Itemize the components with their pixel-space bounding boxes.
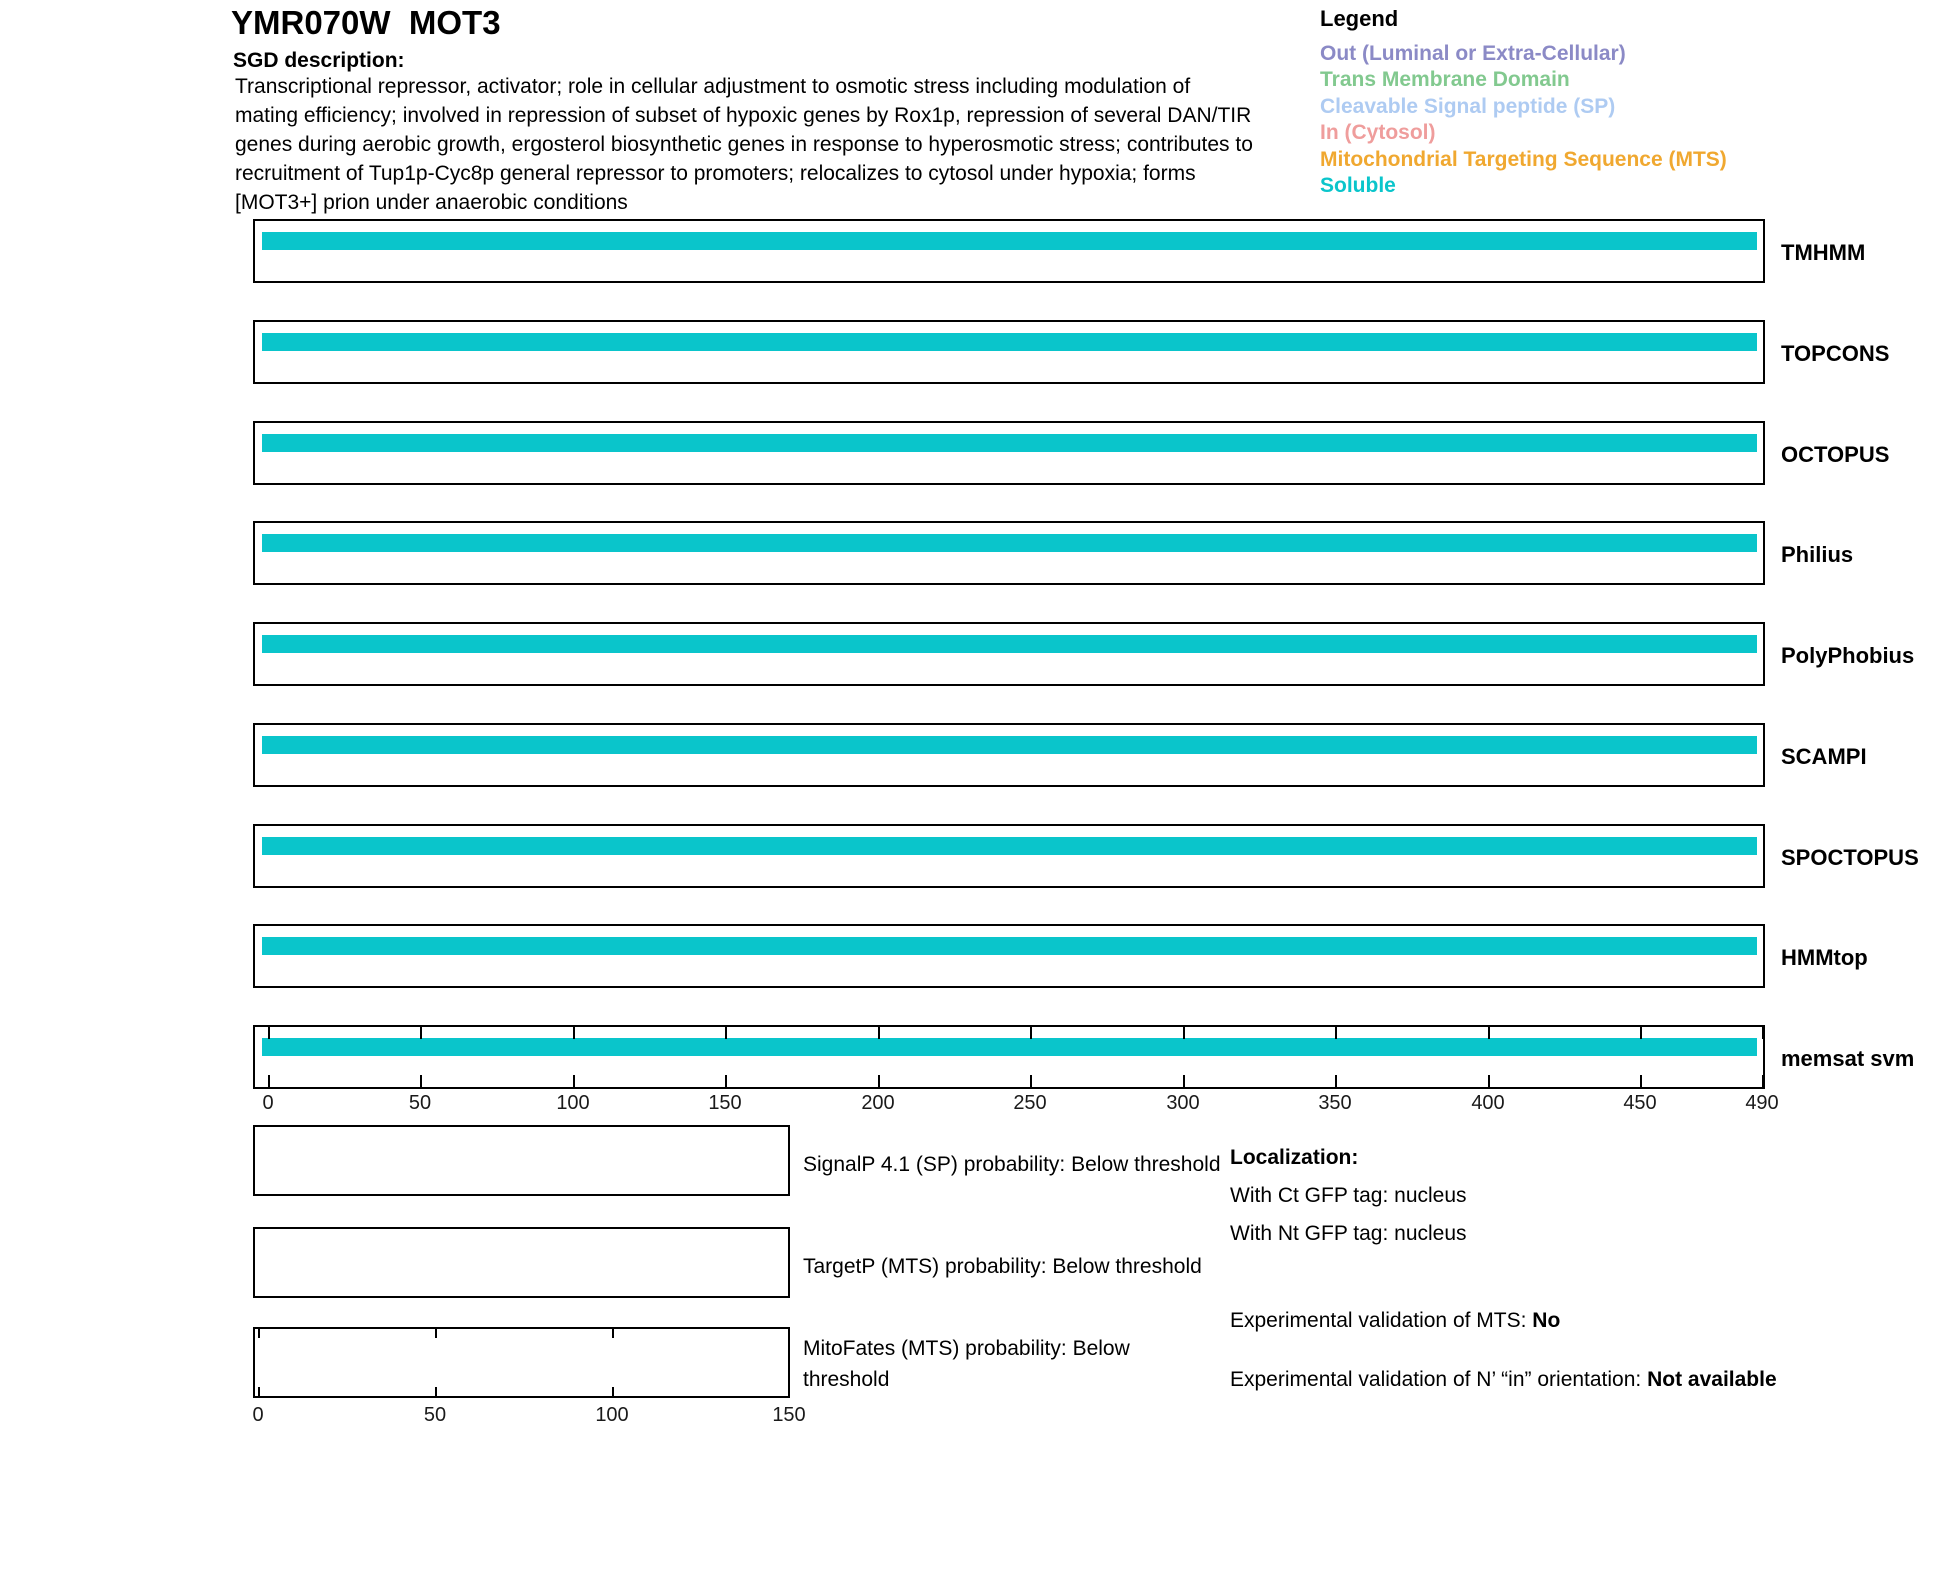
mts-validation-prefix: Experimental validation of MTS: bbox=[1230, 1309, 1533, 1332]
axis-tick bbox=[1762, 1075, 1764, 1087]
axis-tick bbox=[612, 1329, 614, 1338]
axis-tick bbox=[1488, 1075, 1490, 1087]
axis-tick bbox=[1335, 1075, 1337, 1087]
sgd-description-line: Transcriptional repressor, activator; role in cellular adjustment to osmotic stress including modulation of bbox=[235, 75, 1191, 98]
soluble-region-bar bbox=[262, 333, 1757, 351]
track-box-spoctopus bbox=[253, 824, 1765, 888]
axis-tick bbox=[612, 1387, 614, 1396]
track-label-philius: Philius bbox=[1781, 542, 1854, 567]
legend-item-soluble: Soluble bbox=[1320, 174, 1396, 198]
track-box-hmmtop bbox=[253, 924, 1765, 988]
axis-tick bbox=[1762, 1027, 1764, 1039]
localization-heading: Localization: bbox=[1230, 1146, 1359, 1169]
track-box-topcons bbox=[253, 320, 1765, 384]
sgd-description-line: mating efficiency; involved in repression of subset of hypoxic genes by Rox1p, repression of several DAN/TIR bbox=[235, 104, 1252, 127]
axis-tick bbox=[435, 1387, 437, 1396]
soluble-region-bar bbox=[262, 937, 1757, 955]
axis-tick-label: 100 bbox=[595, 1404, 629, 1426]
track-label-polyphobius: PolyPhobius bbox=[1781, 643, 1915, 668]
axis-tick-label: 150 bbox=[772, 1404, 806, 1426]
axis-tick bbox=[258, 1387, 260, 1396]
signalp-label: SignalP 4.1 (SP) probability: Below threshold bbox=[803, 1153, 1221, 1176]
soluble-region-bar bbox=[262, 534, 1757, 552]
axis-tick bbox=[1183, 1075, 1185, 1087]
legend-item-in-cytosol: In (Cytosol) bbox=[1320, 121, 1436, 145]
axis-tick bbox=[435, 1329, 437, 1338]
axis-tick-label: 300 bbox=[1166, 1092, 1200, 1114]
axis-tick bbox=[420, 1027, 422, 1039]
axis-tick bbox=[725, 1075, 727, 1087]
sgd-description-line: [MOT3+] prion under anaerobic conditions bbox=[235, 191, 628, 214]
axis-tick-label: 150 bbox=[708, 1092, 742, 1114]
axis-tick-label: 450 bbox=[1623, 1092, 1657, 1114]
axis-tick bbox=[1030, 1027, 1032, 1039]
localization-ct-line: With Ct GFP tag: nucleus bbox=[1230, 1184, 1467, 1207]
legend-item-cleavable-signal-peptide-sp: Cleavable Signal peptide (SP) bbox=[1320, 94, 1616, 118]
track-box-octopus bbox=[253, 421, 1765, 485]
sgd-description-line: recruitment of Tup1p-Cyc8p general repressor to promoters; relocalizes to cytosol under hypoxia; forms bbox=[235, 162, 1196, 185]
track-label-topcons: TOPCONS bbox=[1781, 341, 1890, 366]
axis-tick bbox=[573, 1027, 575, 1039]
track-box-tmhmm bbox=[253, 219, 1765, 283]
orientation-validation-line bbox=[1230, 1363, 1800, 1396]
sgd-description-line: genes during aerobic growth, ergosterol biosynthetic genes in response to hyperosmotic stress; contributes to bbox=[235, 133, 1253, 156]
axis-tick-label: 350 bbox=[1318, 1092, 1352, 1114]
axis-tick-label: 490 bbox=[1745, 1092, 1779, 1114]
axis-tick bbox=[1183, 1027, 1185, 1039]
legend bbox=[1320, 6, 1880, 199]
axis-tick-label: 0 bbox=[262, 1092, 274, 1114]
axis-tick-label: 400 bbox=[1471, 1092, 1505, 1114]
targetp-label: TargetP (MTS) probability: Below threshold bbox=[803, 1255, 1202, 1278]
soluble-region-bar bbox=[262, 232, 1757, 250]
axis-tick-label: 100 bbox=[556, 1092, 590, 1114]
axis-tick bbox=[1640, 1027, 1642, 1039]
targetp-probability-plot bbox=[253, 1227, 790, 1298]
mts-validation-value: No bbox=[1532, 1309, 1561, 1332]
localization-nt-line: With Nt GFP tag: nucleus bbox=[1230, 1222, 1467, 1245]
orientation-validation-value: Not available bbox=[1647, 1368, 1777, 1391]
track-box-memsat-svm bbox=[253, 1025, 1765, 1089]
axis-tick bbox=[1030, 1075, 1032, 1087]
axis-tick-label: 0 bbox=[252, 1404, 264, 1426]
axis-tick bbox=[1335, 1027, 1337, 1039]
soluble-region-bar bbox=[262, 1038, 1757, 1056]
legend-items bbox=[1320, 41, 1880, 199]
soluble-region-bar bbox=[262, 837, 1757, 855]
legend-item-out-luminal-or-extra-cellular: Out (Luminal or Extra-Cellular) bbox=[1320, 42, 1626, 65]
axis-tick-label: 200 bbox=[861, 1092, 895, 1114]
axis-tick bbox=[268, 1027, 270, 1039]
track-label-octopus: OCTOPUS bbox=[1781, 442, 1890, 467]
axis-tick bbox=[420, 1075, 422, 1087]
mitofates-probability-plot bbox=[253, 1327, 790, 1398]
soluble-region-bar bbox=[262, 736, 1757, 754]
soluble-region-bar bbox=[262, 434, 1757, 452]
axis-tick bbox=[258, 1329, 260, 1338]
track-box-polyphobius bbox=[253, 622, 1765, 686]
track-label-spoctopus: SPOCTOPUS bbox=[1781, 845, 1919, 870]
axis-tick-label: 250 bbox=[1013, 1092, 1047, 1114]
track-label-scampi: SCAMPI bbox=[1781, 744, 1867, 769]
axis-tick bbox=[878, 1075, 880, 1087]
track-label-memsat-svm: memsat svm bbox=[1781, 1046, 1915, 1071]
legend-item-trans-membrane-domain: Trans Membrane Domain bbox=[1320, 68, 1570, 92]
mitofates-label: MitoFates (MTS) probability: Below threshold bbox=[803, 1337, 1130, 1391]
axis-tick bbox=[725, 1027, 727, 1039]
axis-tick bbox=[1640, 1075, 1642, 1087]
axis-tick bbox=[878, 1027, 880, 1039]
sgd-description-heading: SGD description: bbox=[233, 49, 405, 72]
track-label-tmhmm: TMHMM bbox=[1781, 240, 1866, 265]
page-title: YMR070W MOT3 bbox=[231, 4, 501, 41]
axis-tick-label: 50 bbox=[423, 1404, 447, 1426]
axis-tick bbox=[268, 1075, 270, 1087]
axis-tick-label: 50 bbox=[408, 1092, 432, 1114]
legend-title: Legend bbox=[1320, 6, 1399, 31]
track-label-hmmtop: HMMtop bbox=[1781, 945, 1868, 970]
orientation-validation-prefix: Experimental validation of N’ “in” orientation: bbox=[1230, 1368, 1648, 1391]
axis-tick bbox=[573, 1075, 575, 1087]
mts-validation-line bbox=[1230, 1304, 1800, 1337]
legend-item-mitochondrial-targeting-sequence-mts: Mitochondrial Targeting Sequence (MTS) bbox=[1320, 147, 1727, 171]
soluble-region-bar bbox=[262, 635, 1757, 653]
track-box-philius bbox=[253, 521, 1765, 585]
axis-tick bbox=[1488, 1027, 1490, 1039]
track-box-scampi bbox=[253, 723, 1765, 787]
signalp-probability-plot bbox=[253, 1125, 790, 1196]
